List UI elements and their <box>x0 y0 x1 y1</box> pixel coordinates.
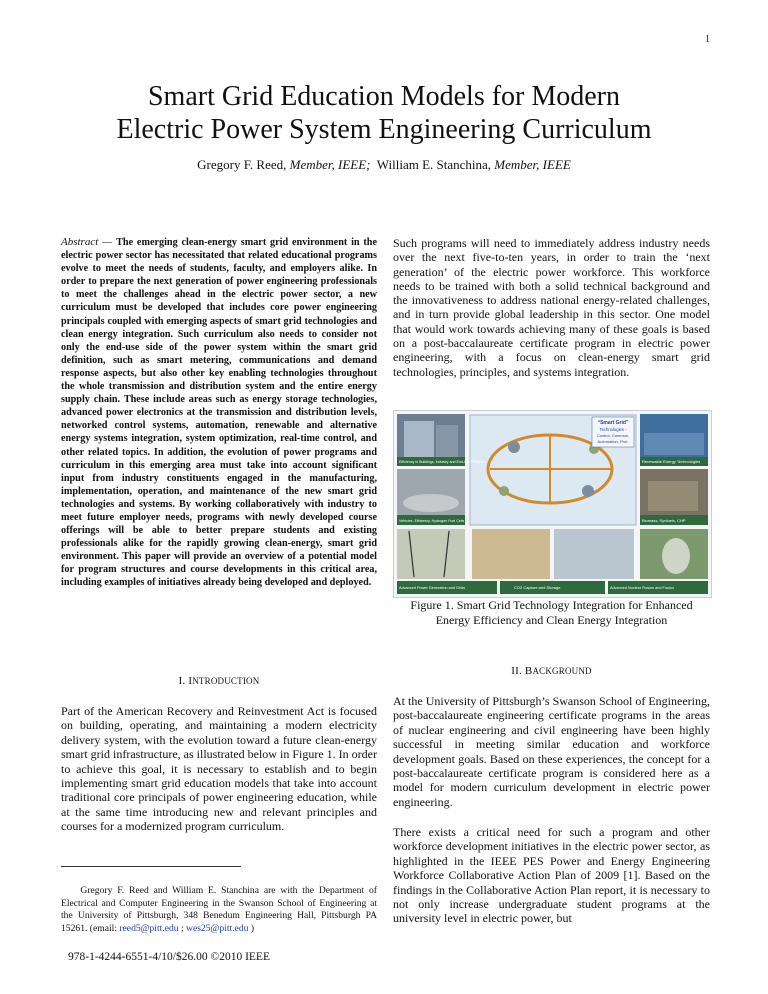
footnote-divider <box>61 866 241 867</box>
powerlines-photo <box>397 529 465 579</box>
figure-1 <box>393 410 712 598</box>
callout-sub1: Technologies - <box>599 427 627 432</box>
callout-title: “Smart Grid” <box>597 420 629 426</box>
title-line-2: Electric Power System Engineering Curriculum <box>116 114 652 145</box>
label-buildings: Efficiency in Buildings, Industry and End-Use Products <box>399 460 486 464</box>
section-numeral: I. <box>178 675 186 687</box>
abstract <box>61 236 377 590</box>
paper-title <box>40 80 728 146</box>
label-vehicles: Vehicles- Efficiency, Hydrogen Fuel Cells <box>399 519 465 523</box>
footnote-text: Gregory F. Reed and William E. Stanchina are with the Department of Electrical and Computer Engineering in the Swanson School of Engineering at the University of Pittsburgh, 348 Benedum Engineering Hall, Pittsburgh PA 15261. (email: <box>61 885 377 934</box>
section-first-letter: B <box>524 665 533 677</box>
email-link-2[interactable]: wes25@pitt.edu <box>186 922 249 934</box>
title-line-1: Smart Grid Education Models for Modern <box>147 81 621 112</box>
continuation-paragraph: Such programs will need to immediately address industry needs over the next five-to-ten years, in order to train the ‘next generation’ of the electric power workforce. This workforce needs to be trained with both a solid technical background and the innovativeness to address national energy-related challenges, and in turn provide global leadership in this sector. One model that would work towards achieving many of these goals is based on a post-baccalaureate certificate program in electric power engineering, with a focus on clean-energy smart grid technologies, principles, and systems integration. <box>393 236 710 379</box>
abstract-dash: — <box>98 236 117 248</box>
author-1-role: Member, IEEE; <box>289 157 371 172</box>
co2-storage-photo <box>554 529 634 579</box>
email-link-1[interactable]: reed5@pitt.edu <box>119 922 179 934</box>
author-1: Gregory F. Reed, <box>197 157 287 172</box>
footnote <box>61 885 377 935</box>
footnote-end: ) <box>248 922 255 934</box>
introduction-paragraph: Part of the American Recovery and Reinvestment Act is focused on building, operating, and maintaining a modern electricity delivery system, with the evolution toward a future clean-energy smart grid infrastructure, as illustrated below in Figure 1. In order to achieve this goal, it is necessary to establish and to begin implementing smart grid education models that take into account traditional core principals of power engineering education, while at the same time introducing new and relevant principles and courses for a modernized program curriculum. <box>61 704 377 834</box>
label-generation: Advanced Power Generation and Grids <box>399 586 466 590</box>
page-number: 1 <box>705 34 710 45</box>
background-paragraph-2: There exists a critical need for such a program and other workforce development initiatives in the electric power sector, as highlighted in the IEEE PES Power and Energy Engineering Workforce Collaborative Action Plan of 2009 [1]. Based on the findings in the Collaborative Action Plan report, it is necessary to not only increase undergraduate student programs at the university level in electric power, but <box>393 825 710 926</box>
section-rest: ACKGROUND <box>532 666 592 676</box>
callout-sub3: Automation, Prot. <box>597 439 629 444</box>
abstract-label: Abstract <box>61 236 99 248</box>
author-2-role: Member, IEEE <box>494 157 571 172</box>
callout-sub2: Control, Commun, <box>596 433 630 438</box>
author-2: William E. Stanchina, <box>376 157 492 172</box>
caption-line-2: Energy Efficiency and Clean Energy Integration <box>435 613 668 627</box>
email-separator: ; <box>178 922 187 934</box>
generation-photo <box>472 529 550 579</box>
isbn-line: 978-1-4244-6551-4/10/$26.00 ©2010 IEEE <box>68 951 270 963</box>
label-nuclear: Advanced Nuclear Fission and Fusion <box>610 586 674 590</box>
section-first-letter: I <box>188 675 193 687</box>
label-renewables: Renewable Energy Technologies <box>642 459 701 464</box>
background-paragraph-1: At the University of Pittsburgh’s Swanson School of Engineering, post-baccalaureate engineering certificate programs in the areas of nuclear engineering and civil engineering have been highly successful in meeting similar education and workforce development goals. Based on these experiences, the concept for a post-baccalaureate certificate program is considered here as a model for modern curriculum development in electric power engineering. <box>393 694 710 809</box>
section-rest: NTRODUCTION <box>192 676 260 686</box>
figure-1-illustration <box>394 411 711 597</box>
author-line <box>40 157 728 173</box>
label-biomass: Biomass, Synfuels, CHP <box>642 518 686 523</box>
section-heading-background <box>393 665 710 677</box>
section-heading-introduction <box>61 675 377 687</box>
figure-1-caption <box>393 598 710 628</box>
section-numeral: II. <box>511 665 522 677</box>
label-co2: CO2 Capture and Storage <box>514 585 561 590</box>
caption-line-1: Figure 1. Smart Grid Technology Integration for Enhanced <box>410 598 693 612</box>
abstract-text: The emerging clean-energy smart grid environment in the electric power sector has necessitated that related educational programs evolve to meet the needs of students, faculty, and employers alike. In order to prepare the next generation of power engineering professionals to meet the challenges ahead in the electric power sector, a new curriculum must be developed that includes core power engineering principals coupled with emerging aspects of smart grid technologies and clean energy integration. Such curriculum also needs to consider not only the end-use side of the power system within the smart grid definition, such as smart metering, communications and demand response aspects, but also other key enabling technologies throughout the whole transmission and distribution system and the entire energy supply chain. These include areas such as energy storage technologies, advanced power electronics at the transmission and distribution levels, networked control systems, automation, renewable and alternative energy systems integration, system optimization, real-time control, and other related topics. In addition, the evolution of power programs and curriculum in this emerging area must take into account significant input from industry constituents engaged in the manufacturing, implementation, operation, and maintenance of the new smart grid technologies and systems. By working collaboratively with industry to meet future employer needs, programs with newly developed course offerings will be able to better prepare students and existing professionals alike for the rapidly growing clean-energy, smart grid environment. This paper will provide an overview of a potential model for program structures and course developments in this critical area, including examples of initiatives already being developed and deployed. <box>61 237 377 589</box>
